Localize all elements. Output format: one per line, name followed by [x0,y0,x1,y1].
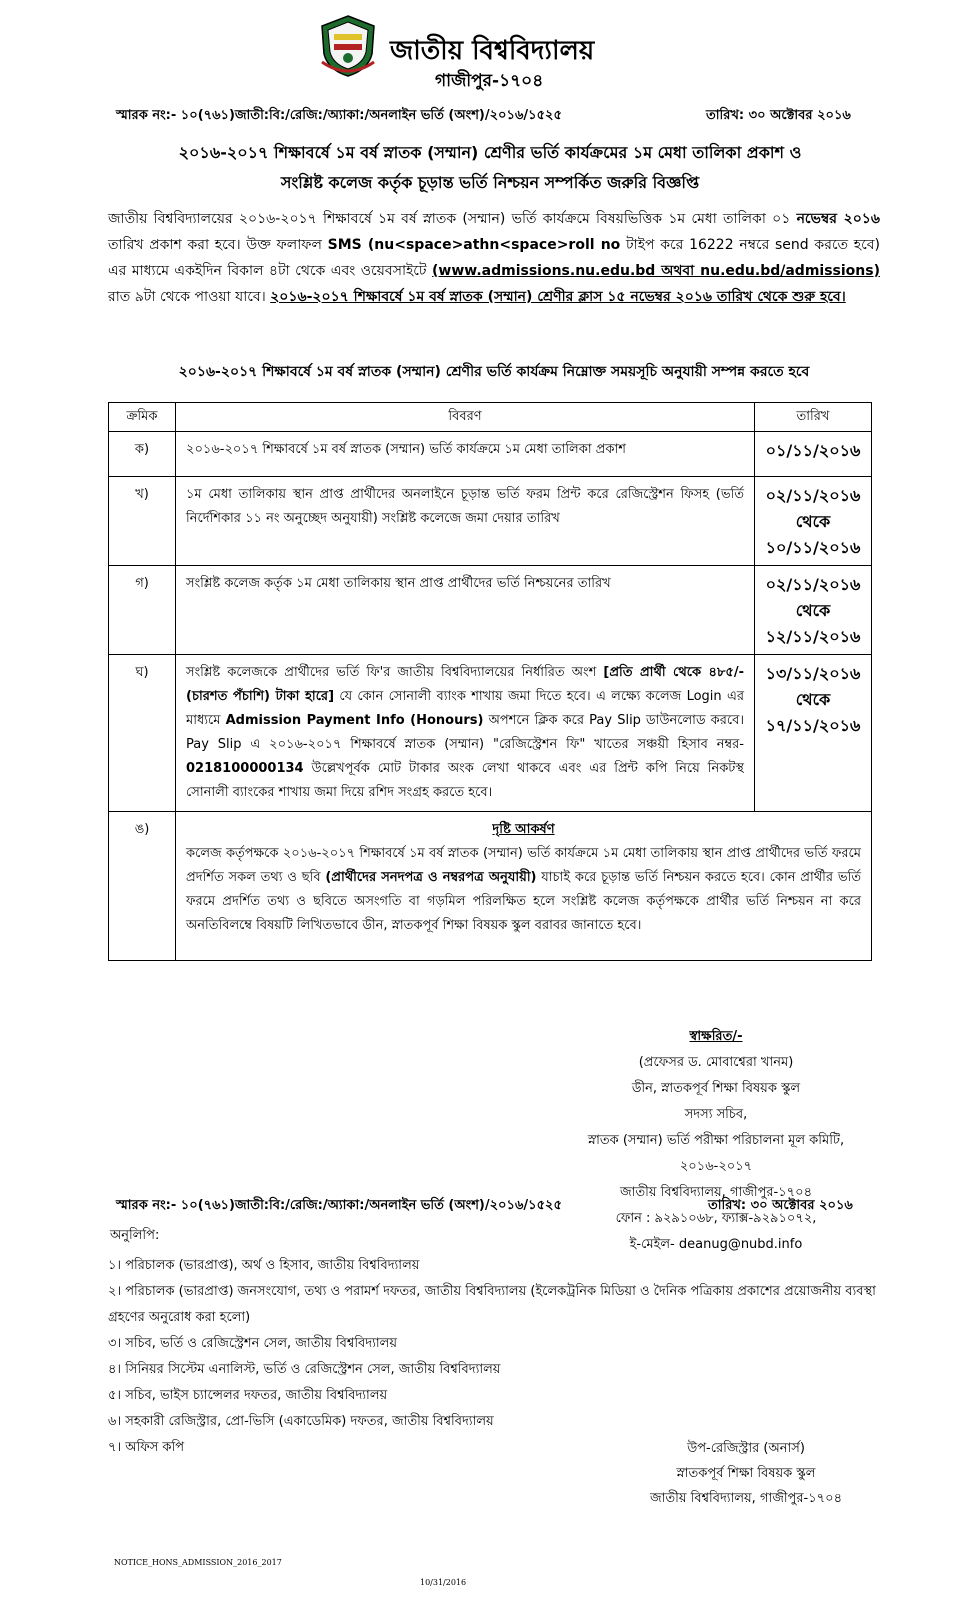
row-description: ২০১৬-২০১৭ শিক্ষাবর্ষে ১ম বর্ষ স্নাতক (সম্মান) ভর্তি কার্যক্রমে ১ম মেধা তালিকা প্রকাশ [176,432,755,477]
table-row [109,477,872,566]
row-date: ০১/১১/২০১৬ [755,432,872,477]
list-item: ৫। সচিব, ভাইস চ্যান্সেলর দফতর, জাতীয় বিশ্ববিদ্যালয় [108,1388,388,1403]
intro-text-2: তারিখ প্রকাশ করা হবে। উক্ত ফলাফল [108,237,328,253]
registrar-title: উপ-রেজিস্ট্রার (অনার্স) [687,1441,805,1456]
signer-title: সদস্য সচিব, [684,1107,748,1122]
signer-phone: ফোন : ৯২৯১০৬৮, ফ্যাক্স-৯২৯১০৭২, [615,1211,817,1226]
schedule-table [108,402,872,961]
desc-part: উল্লেখপূর্বক মোট টাকার অংক লেখা থাকবে এবং এর প্রিন্ট কপি নিয়ে নিকটস্থ সোনালী ব্যাংকের শাখায় জমা দিয়ে রশিদ সংগ্রহ করতে হবে। [186,761,744,800]
desc-part: যাচাই করে চূড়ান্ত ভর্তি নিশ্চয়ন করতে হবে। কোন প্রার্থীর ভর্তি ফরমে প্রদর্শিত তথ্য ও ছবিতে অসংগতি বা গড়মিল পরিলক্ষিত হলে সংশ্লিষ্ট কলেজ কর্তৃপক্ষকে প্রার্থীর ভর্তি নিশ্চয়ন না করে অনতিবিলম্বে বিষয়টি লিখিতভাবে ডীন, স্নাতকপূর্ব শিক্ষা বিষয়ক স্কুল বরাবর জানাতে হবে। [186,870,861,933]
desc-part: অপশনে ক্লিক করে Pay Slip ডাউনলোড করবে। Pay Slip এ ২০১৬-২০১৭ শিক্ষাবর্ষে স্নাতক (সম্মান) "রেজিস্ট্রেশন ফি" খাতের সঞ্চয়ী হিসাব নম্বর- [186,713,744,752]
university-logo [318,14,378,78]
row-date: ০২/১১/২০১৬ থেকে ১২/১১/২০১৬ [755,566,872,655]
header-date: তারিখ [755,403,872,432]
intro-text-1: জাতীয় বিশ্ববিদ্যালয়ের ২০১৬-২০১৭ শিক্ষাবর্ষে ১ম বর্ষ স্নাতক (সম্মান) ভর্তি কার্যক্রমে বিষয়ভিত্তিক ১ম মেধা তালিকা ০১ [108,211,791,227]
headline-line-1: ২০১৬-২০১৭ শিক্ষাবর্ষে ১ম বর্ষ স্নাতক (সম্মান) শ্রেণীর ভর্তি কার্যক্রমের ১ম মেধা তালিকা প্রকাশ ও [178,143,802,162]
intro-text-3: টাইপ করে 16222 নম্বরে send করতে হবে) এর মাধ্যমে একইদিন বিকাল ৪টা থেকে এবং ওয়েবসাইটে [108,237,880,279]
desc-part: কলেজ কর্তৃপক্ষকে ২০১৬-২০১৭ শিক্ষাবর্ষে ১ম বর্ষ স্নাতক (সম্মান) ভর্তি কার্যক্রমে ১ম মেধা তালিকায় স্থান প্রাপ্ত প্রার্থীদের ভর্তি ফরমে প্রদর্শিত সকল তথ্য ও ছবি [186,846,861,885]
intro-class-start: ২০১৬-২০১৭ শিক্ষাবর্ষে ১ম বর্ষ স্নাতক (সম্মান) শ্রেণীর ক্লাস ১৫ নভেম্বর ২০১৬ তারিখ থেকে শুরু হবে। [270,289,846,305]
list-item: ৪। সিনিয়র সিস্টেম এনালিস্ট, ভর্তি ও রেজিস্ট্রেশন সেল, জাতীয় বিশ্ববিদ্যালয় [108,1362,501,1377]
list-item: ১। পরিচালক (ভারপ্রাপ্ত), অর্থ ও হিসাব, জাতীয় বিশ্ববিদ্যালয় [108,1258,420,1273]
intro-text-4: রাত ৯টা থেকে পাওয়া যাবে। [108,289,271,305]
signer-title: ডীন, স্নাতকপূর্ব শিক্ষা বিষয়ক স্কুল [631,1081,801,1096]
registrar-address: জাতীয় বিশ্ববিদ্যালয়, গাজীপুর-১৭০৪ [649,1491,843,1506]
list-item: ৬। সহকারী রেজিস্ট্রার, প্রো-ভিসি (একাডেমিক) দফতর, জাতীয় বিশ্ববিদ্যালয় [108,1414,494,1429]
footer-filename: NOTICE_HONS_ADMISSION_2016_2017 [114,1558,282,1567]
desc-part: সংশ্লিষ্ট কলেজকে প্রার্থীদের ভর্তি ফি'র জাতীয় বিশ্ববিদ্যালয়ের নির্ধারিত অংশ [186,665,604,680]
list-item: ৩। সচিব, ভর্তি ও রেজিস্ট্রেশন সেল, জাতীয় বিশ্ববিদ্যালয় [108,1336,398,1351]
table-row [109,432,872,477]
signature-block [556,1024,876,1258]
signer-email: ই-মেইল- deanug@nubd.info [629,1237,803,1252]
headline-line-2: সংশ্লিষ্ট কলেজ কর্তৃক চূড়ান্ত ভর্তি নিশ্চয়ন সম্পর্কিত জরুরি বিজ্ঞপ্তি [280,173,700,192]
row-serial: গ) [109,566,176,655]
copies-list [108,1253,880,1461]
signed-label: স্বাক্ষরিত/- [689,1029,743,1044]
schedule-title: ২০১৬-২০১৭ শিক্ষাবর্ষে ১ম বর্ষ স্নাতক (সম্মান) শ্রেণীর ভর্তি কার্যক্রম নিম্নোক্ত সময়সূচি অনুযায়ী সম্পন্ন করতে হবে [178,364,810,380]
row-description: সংশ্লিষ্ট কলেজ কর্তৃক ১ম মেধা তালিকায় স্থান প্রাপ্ত প্রার্থীদের ভর্তি নিশ্চয়নের তারিখ [176,566,755,655]
header-description: বিবরণ [176,403,755,432]
attention-title: দৃষ্টি আকর্ষণ [492,822,555,837]
row-description [176,655,755,812]
registrar-signature [616,1436,876,1511]
signer-name: (প্রফেসর ড. মোবাশ্বেরা খানম) [638,1055,794,1070]
list-item: ২। পরিচালক (ভারপ্রাপ্ত) জনসংযোগ, তথ্য ও পরামর্শ দফতর, জাতীয় বিশ্ববিদ্যালয় (ইলেকট্রনিক মিডিয়া ও দৈনিক পত্রিকায় প্রকাশের প্রয়োজনীয় ব্যবস্থা গ্রহণের অনুরোধ করা হলো) [108,1284,876,1325]
university-name: জাতীয় বিশ্ববিদ্যালয় [390,36,595,66]
copies-label: অনুলিপি: [110,1228,160,1243]
desc-certificate-note: (প্রার্থীদের সনদপত্র ও নম্বরপত্র অনুযায়ী) [325,870,537,885]
table-row [109,655,872,812]
memo-date: তারিখ: ৩০ অক্টোবর ২০১৬ [706,108,851,123]
intro-paragraph [108,206,880,310]
desc-part: যে কোন সোনালী ব্যাংক শাখায় জমা দিতে হবে। এ লক্ষ্যে কলেজ Login এর মাধ্যমে [186,689,744,728]
row-date: ০২/১১/২০১৬ থেকে ১০/১১/২০১৬ [755,477,872,566]
notice-headline [100,138,880,198]
footer-date: 10/31/2016 [420,1578,467,1587]
row-serial: ক) [109,432,176,477]
table-row [109,566,872,655]
memo-number: স্মারক নং:- ১০(৭৬১)জাতী:বি:/রেজি:/অ্যাকা:/অনলাইন ভর্তি (অংশ)/২০১৬/১৫২৫ [116,108,562,123]
desc-fee-rate: [প্রতি প্রার্থী থেকে ৪৮৫/- (চারশত পঁচাশি) টাকা হারে] [186,665,744,704]
desc-payment-option: Admission Payment Info (Honours) [225,713,484,728]
signer-title: জাতীয় বিশ্ববিদ্যালয়, গাজীপুর-১৭০৪ [619,1185,813,1200]
signer-title: স্নাতক (সম্মান) ভর্তি পরীক্ষা পরিচালনা মূল কমিটি, ২০১৬-২০১৭ [587,1133,845,1174]
university-address: গাজীপুর-১৭০৪ [435,71,544,91]
row-serial: খ) [109,477,176,566]
row-description: ১ম মেধা তালিকায় স্থান প্রাপ্ত প্রার্থীদের অনলাইনে চূড়ান্ত ভর্তি ফরম প্রিন্ট করে রেজিস্ট্রেশন ফিসহ (ভর্তি নির্দেশিকার ১১ নং অনুচ্ছেদ অনুযায়ী) সংশ্লিষ্ট কলেজে জমা দেয়ার তারিখ [176,477,755,566]
table-row [109,812,872,961]
row-serial: ঘ) [109,655,176,812]
intro-date: নভেম্বর ২০১৬ [796,211,880,227]
memo-date-footer: তারিখ: ৩০ অক্টোবর ২০১৬ [708,1198,853,1213]
header-serial: ক্রমিক [109,403,176,432]
intro-sms: SMS (nu<space>athn<space>roll no [327,237,621,253]
list-item: ৭। অফিস কপি [108,1440,185,1455]
row-date: ১৩/১১/২০১৬ থেকে ১৭/১১/২০১৬ [755,655,872,812]
row-description [176,812,872,961]
registrar-dept: স্নাতকপূর্ব শিক্ষা বিষয়ক স্কুল [676,1466,816,1481]
memo-number-footer: স্মারক নং:- ১০(৭৬১)জাতী:বি:/রেজি:/অ্যাকা:/অনলাইন ভর্তি (অংশ)/২০১৬/১৫২৫ [116,1198,562,1213]
row-serial: ঙ) [109,812,176,961]
table-header-row [109,403,872,432]
intro-website-link[interactable]: (www.admissions.nu.edu.bd অথবা nu.edu.bd/admissions) [432,263,880,279]
desc-account-number: 0218100000134 [186,761,304,776]
